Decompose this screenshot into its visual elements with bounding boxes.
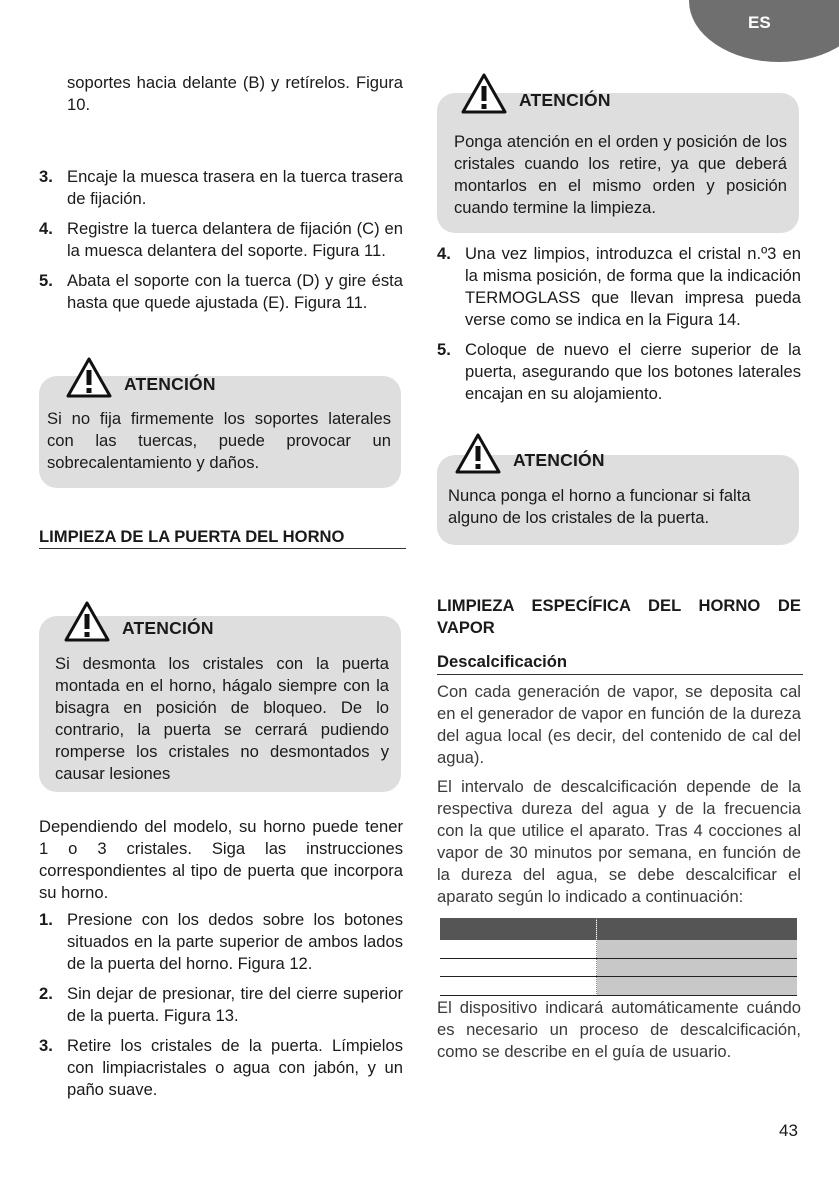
descaling-para2-block: [437, 776, 801, 908]
step-text: Una vez limpios, introduzca el cristal n.º3 en la misma posición, de forma que la indicación TERMOGLASS que llevan impresa pueda verse como se indica en la Figura 14.: [465, 244, 801, 329]
table-row-line: [440, 976, 797, 977]
descaling-para1: Con cada generación de vapor, se deposita cal en el generador de vapor en función de la dureza del agua local (es decir, del contenido de cal del agua).: [437, 682, 801, 767]
warning-triangle-icon: [455, 432, 501, 474]
warning-triangle-icon: [461, 72, 507, 114]
step-number: 5.: [437, 340, 451, 359]
section-heading-steam-oven: LIMPIEZA ESPECÍFICA DEL HORNO DE VAPOR: [437, 596, 801, 637]
step-number: 4.: [39, 219, 53, 238]
right-steps-list: [437, 243, 801, 413]
warning-text: Ponga atención en el orden y posición de los cristales cuando los retire, ya que deberá montarlos en el mismo orden y posición cuando termine la limpieza.: [454, 132, 787, 217]
warning-triangle-icon: [66, 356, 112, 398]
warning-header: [66, 356, 216, 398]
step-text: Retire los cristales de la puerta. Límpielos con limpiacristales o agua con jabón, y un paño suave.: [67, 1036, 403, 1099]
list-item: [437, 339, 801, 405]
page-number: 43: [779, 1121, 798, 1140]
door-paragraph: Dependiendo del modelo, su horno puede tener 1 o 3 cristales. Siga las instrucciones correspondientes al tipo de puerta que incorpora su horno.: [39, 817, 403, 902]
section-heading-door-cleaning: LIMPIEZA DE LA PUERTA DEL HORNO: [39, 527, 345, 546]
list-item: [437, 243, 801, 331]
step-text: Encaje la muesca trasera en la tuerca trasera de fijación.: [67, 167, 403, 208]
descaling-para1-block: [437, 681, 801, 769]
steps-bottom-list: [39, 909, 403, 1109]
table-row-line: [440, 958, 797, 959]
step-number: 2.: [39, 984, 53, 1003]
step-text: Abata el soporte con la tuerca (D) y gire ésta hasta que quede ajustada (E). Figura 11.: [67, 271, 403, 312]
table-header-cell: [440, 918, 596, 940]
sub-heading-descaling: Descalcificación: [437, 652, 568, 671]
step-text: Presione con los dedos sobre los botones situados en la parte superior de ambos lados de la puerta del horno. Figura 12.: [67, 910, 403, 973]
door-paragraph-block: [39, 816, 403, 904]
warning-box: [437, 93, 799, 233]
descaling-para2: El intervalo de descalcificación depende de la respectiva dureza del agua y de la frecuencia con la que utilice el aparato. Tras 4 cocciones al vapor de 30 minutos por semana, en función de la dureza del agua, se debe descalcificar el aparato según lo indicado a continuación:: [437, 777, 801, 906]
warning-text: Si no fija firmemente los soportes laterales con las tuercas, puede provocar un sobrecalentamiento y daños.: [47, 409, 391, 472]
warning-header: [455, 432, 605, 474]
warning-text: Si desmonta los cristales con la puerta montada en el horno, hágalo siempre con la bisagra en posición de bloqueo. De lo contrario, la puerta se cerrará pudiendo romperse los cristales no desmontados y causar lesiones: [55, 654, 389, 783]
table-header-cell: [597, 918, 797, 940]
intro-text: soportes hacia delante (B) y retírelos. Figura 10.: [67, 73, 403, 114]
step-text: Sin dejar de presionar, tire del cierre superior de la puerta. Figura 13.: [67, 984, 403, 1025]
hardness-table: [440, 918, 797, 996]
heading-rule: [39, 548, 406, 549]
list-item: [39, 909, 403, 975]
warning-label: ATENCIÓN: [513, 450, 605, 470]
steps-top-list: [39, 166, 403, 322]
step-text: Coloque de nuevo el cierre superior de la puerta, asegurando que los botones laterales encajan en su alojamiento.: [465, 340, 801, 403]
step-number: 4.: [437, 244, 451, 263]
step-text: Registre la tuerca delantera de fijación (C) en la muesca delantera del soporte. Figura 11.: [67, 219, 403, 260]
step-number: 1.: [39, 910, 53, 929]
warning-text: Nunca ponga el horno a funcionar si falta alguno de los cristales de la puerta.: [448, 486, 751, 527]
warning-triangle-icon: [64, 600, 110, 642]
table-row-line: [440, 995, 797, 996]
intro-text-block: [67, 72, 403, 116]
list-item: [39, 218, 403, 262]
step-number: 3.: [39, 167, 53, 186]
list-item: [39, 270, 403, 314]
step-number: 3.: [39, 1036, 53, 1055]
warning-box: [39, 616, 401, 792]
list-item: [39, 1035, 403, 1101]
language-label: ES: [748, 13, 771, 32]
table-cell-column: [597, 940, 797, 996]
warning-label: ATENCIÓN: [124, 374, 216, 394]
step-number: 5.: [39, 271, 53, 290]
list-item: [39, 983, 403, 1027]
warning-header: [64, 600, 214, 642]
heading-rule: [437, 674, 803, 675]
warning-label: ATENCIÓN: [519, 90, 611, 110]
descaling-para3-block: [437, 997, 801, 1063]
warning-label: ATENCIÓN: [122, 618, 214, 638]
descaling-para3: El dispositivo indicará automáticamente cuándo es necesario un proceso de descalcificación, como se describe en el guía de usuario.: [437, 998, 801, 1061]
list-item: [39, 166, 403, 210]
warning-header: [461, 72, 611, 114]
